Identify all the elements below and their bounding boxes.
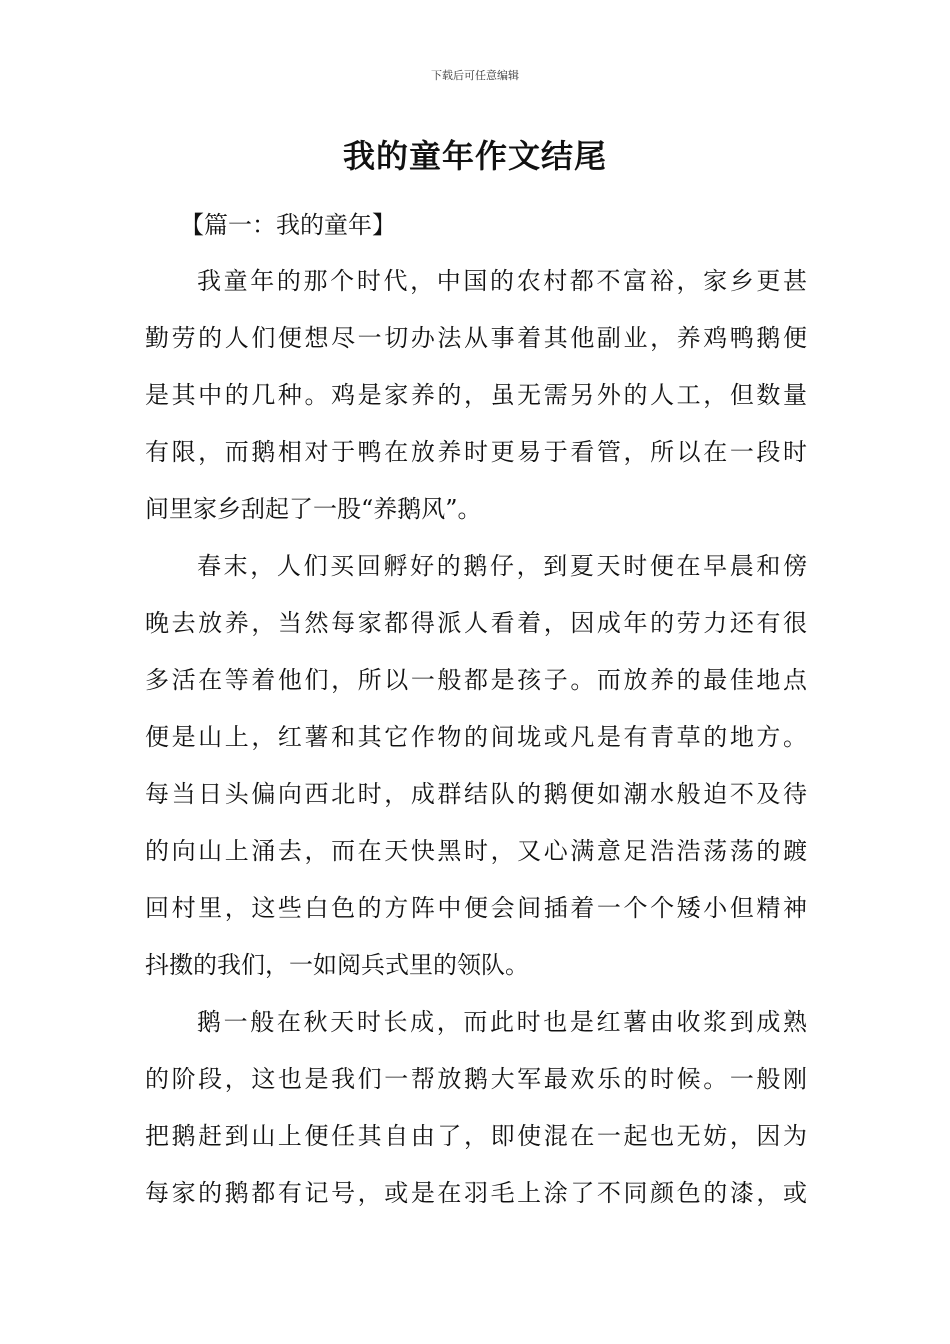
paragraph-line: 有限，而鹅相对于鸭在放养时更易于看管，所以在一段时 — [145, 438, 807, 466]
paragraph-line: 便是山上，红薯和其它作物的间垅或凡是有青草的地方。 — [145, 723, 807, 751]
paragraph-line: 勤劳的人们便想尽一切办法从事着其他副业，养鸡鸭鹅便 — [145, 324, 807, 352]
section-heading: 【篇一：我的童年】 — [180, 211, 396, 239]
paragraph-line: 每家的鹅都有记号，或是在羽毛上涂了不同颜色的漆，或 — [145, 1179, 807, 1207]
paragraph-line: 回村里，这些白色的方阵中便会间插着一个个矮小但精神 — [145, 894, 807, 922]
paragraph-line: 多活在等着他们，所以一般都是孩子。而放养的最佳地点 — [145, 666, 807, 694]
paragraph-line: 间里家乡刮起了一股“养鹅风”。 — [145, 495, 482, 523]
paragraph-line: 抖擞的我们，一如阅兵式里的领队。 — [145, 951, 529, 979]
paragraph-line: 每当日头偏向西北时，成群结队的鹅便如潮水般迫不及待 — [145, 780, 807, 808]
document-title: 我的童年作文结尾 — [342, 137, 607, 175]
paragraph-line: 鹅一般在秋天时长成，而此时也是红薯由收浆到成熟 — [197, 1008, 807, 1036]
paragraph-line: 把鹅赶到山上便任其自由了，即使混在一起也无妨，因为 — [145, 1122, 807, 1150]
paragraph-line: 的向山上涌去，而在天快黑时，又心满意足浩浩荡荡的踱 — [145, 837, 807, 865]
paragraph-line: 春末，人们买回孵好的鹅仔，到夏天时便在早晨和傍 — [197, 552, 807, 580]
paragraph-line: 晚去放养，当然每家都得派人看着，因成年的劳力还有很 — [145, 609, 807, 637]
paragraph-line: 的阶段，这也是我们一帮放鹅大军最欢乐的时候。一般刚 — [145, 1065, 807, 1093]
header-note: 下载后可任意编辑 — [431, 69, 519, 82]
paragraph-line: 是其中的几种。鸡是家养的，虽无需另外的人工，但数量 — [145, 381, 807, 409]
paragraph-line: 我童年的那个时代，中国的农村都不富裕，家乡更甚 — [197, 267, 807, 295]
